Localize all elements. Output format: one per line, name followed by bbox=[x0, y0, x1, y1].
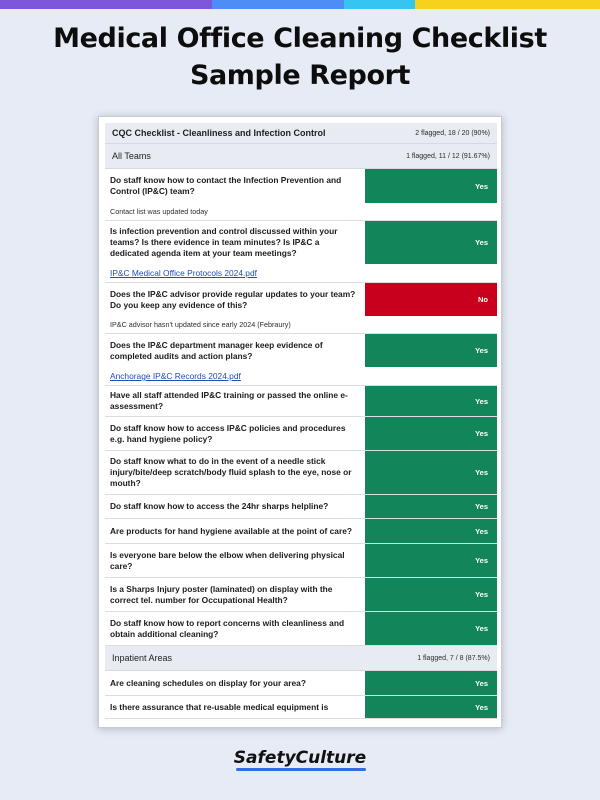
logo-swoosh bbox=[236, 768, 366, 771]
question-text: Is a Sharps Injury poster (laminated) on display with the correct tel. number for Occupational Health? bbox=[110, 583, 333, 605]
answer-yes-badge: Yes bbox=[365, 334, 497, 367]
checklist-item bbox=[105, 578, 497, 612]
answer-yes-badge: Yes bbox=[365, 386, 497, 416]
question-row bbox=[105, 417, 497, 450]
color-bar-cyan bbox=[344, 0, 415, 9]
question-row bbox=[105, 696, 497, 718]
page-title-line-1: Medical Office Cleaning Checklist bbox=[53, 23, 547, 54]
top-color-bar bbox=[0, 0, 600, 9]
answer-yes-badge: Yes bbox=[365, 612, 497, 645]
answer-yes-badge: Yes bbox=[365, 451, 497, 494]
checklist-item bbox=[105, 612, 497, 646]
question-text: Are products for hand hygiene available at the point of care? bbox=[110, 525, 352, 536]
color-bar-yellow bbox=[415, 0, 600, 9]
checklist-item bbox=[105, 169, 497, 221]
page-title-line-2: Sample Report bbox=[189, 60, 411, 91]
answer-no-badge: No bbox=[365, 283, 497, 316]
color-bar-purple bbox=[0, 0, 212, 9]
question-row bbox=[105, 519, 497, 543]
question-text: Do staff know how to contact the Infection Prevention and Control (IP&C) team? bbox=[110, 175, 342, 196]
checklist-item bbox=[105, 696, 497, 719]
answer-yes-badge: Yes bbox=[365, 696, 497, 718]
answer-yes-badge: Yes bbox=[365, 671, 497, 695]
safetyculture-logo-icon bbox=[234, 748, 366, 768]
question-text: Does the IP&C advisor provide regular updates to your team? Do you keep any evidence of this? bbox=[110, 288, 356, 310]
question-text: Do staff know how to access IP&C policies and procedures e.g. hand hygiene policy? bbox=[110, 422, 346, 444]
checklist-item bbox=[105, 495, 497, 519]
section-summary: 1 flagged, 7 / 8 (87.5%) bbox=[417, 654, 490, 662]
checklist-item bbox=[105, 671, 497, 696]
question-text: Are cleaning schedules on display for your area? bbox=[110, 677, 306, 688]
answer-yes-badge: Yes bbox=[365, 578, 497, 611]
question-row bbox=[105, 283, 497, 316]
answer-yes-badge: Yes bbox=[365, 495, 497, 518]
section-title: Inpatient Areas bbox=[112, 653, 173, 663]
report-card bbox=[98, 116, 502, 728]
question-text: Does the IP&C department manager keep evidence of completed audits and action plans? bbox=[110, 339, 323, 361]
page-title bbox=[0, 20, 600, 94]
question-text: Have all staff attended IP&C training or passed the online e-assessment? bbox=[110, 390, 348, 411]
answer-yes-badge: Yes bbox=[365, 519, 497, 543]
section-title: All Teams bbox=[112, 151, 151, 161]
attachment-link[interactable]: IP&C Medical Office Protocols 2024.pdf bbox=[110, 268, 257, 278]
question-text: Is everyone bare below the elbow when delivering physical care? bbox=[110, 549, 345, 571]
report-title: CQC Checklist - Cleanliness and Infection Control bbox=[112, 128, 326, 138]
checklist-item bbox=[105, 417, 497, 451]
question-row bbox=[105, 386, 497, 416]
attachment-link[interactable]: Anchorage IP&C Records 2024.pdf bbox=[110, 371, 241, 381]
checklist-item bbox=[105, 221, 497, 283]
question-text: Do staff know what to do in the event of a needle stick injury/bite/deep scratch/body fluid splash to the eye, nose or mouth? bbox=[110, 456, 352, 488]
answer-yes-badge: Yes bbox=[365, 221, 497, 264]
checklist-item bbox=[105, 451, 497, 495]
question-text: Do staff know how to report concerns with cleanliness and obtain additional cleaning? bbox=[110, 617, 345, 639]
brand-name: SafetyCulture bbox=[233, 748, 367, 768]
brand-logo bbox=[0, 748, 600, 768]
section-header bbox=[105, 646, 497, 671]
answer-yes-badge: Yes bbox=[365, 169, 497, 203]
checklist-item bbox=[105, 283, 497, 334]
report-summary: 2 flagged, 18 / 20 (90%) bbox=[415, 129, 490, 137]
checklist-item bbox=[105, 334, 497, 386]
question-text: Is there assurance that re-usable medical equipment is bbox=[110, 701, 329, 712]
item-note: IP&C advisor hasn't updated since early 2024 (Febraury) bbox=[110, 320, 291, 329]
question-text: Is infection prevention and control discussed within your teams? Is there evidence in team minutes? Is IP&C a dedicated agenda item at your team meetings? bbox=[110, 226, 338, 258]
question-row bbox=[105, 671, 497, 695]
question-text: Do staff know how to access the 24hr sharps helpline? bbox=[110, 501, 329, 512]
question-row bbox=[105, 169, 497, 203]
checklist-item bbox=[105, 519, 497, 544]
report-header bbox=[105, 123, 497, 144]
question-row bbox=[105, 334, 497, 367]
checklist-item bbox=[105, 386, 497, 417]
color-bar-blue bbox=[212, 0, 344, 9]
section-header bbox=[105, 144, 497, 169]
question-row bbox=[105, 221, 497, 264]
question-row bbox=[105, 612, 497, 645]
section-summary: 1 flagged, 11 / 12 (91.67%) bbox=[406, 152, 490, 160]
answer-yes-badge: Yes bbox=[365, 417, 497, 450]
question-row bbox=[105, 451, 497, 494]
question-row bbox=[105, 544, 497, 577]
answer-yes-badge: Yes bbox=[365, 544, 497, 577]
question-row bbox=[105, 578, 497, 611]
report-sections bbox=[105, 144, 497, 719]
item-note: Contact list was updated today bbox=[110, 207, 208, 216]
checklist-item bbox=[105, 544, 497, 578]
question-row bbox=[105, 495, 497, 518]
